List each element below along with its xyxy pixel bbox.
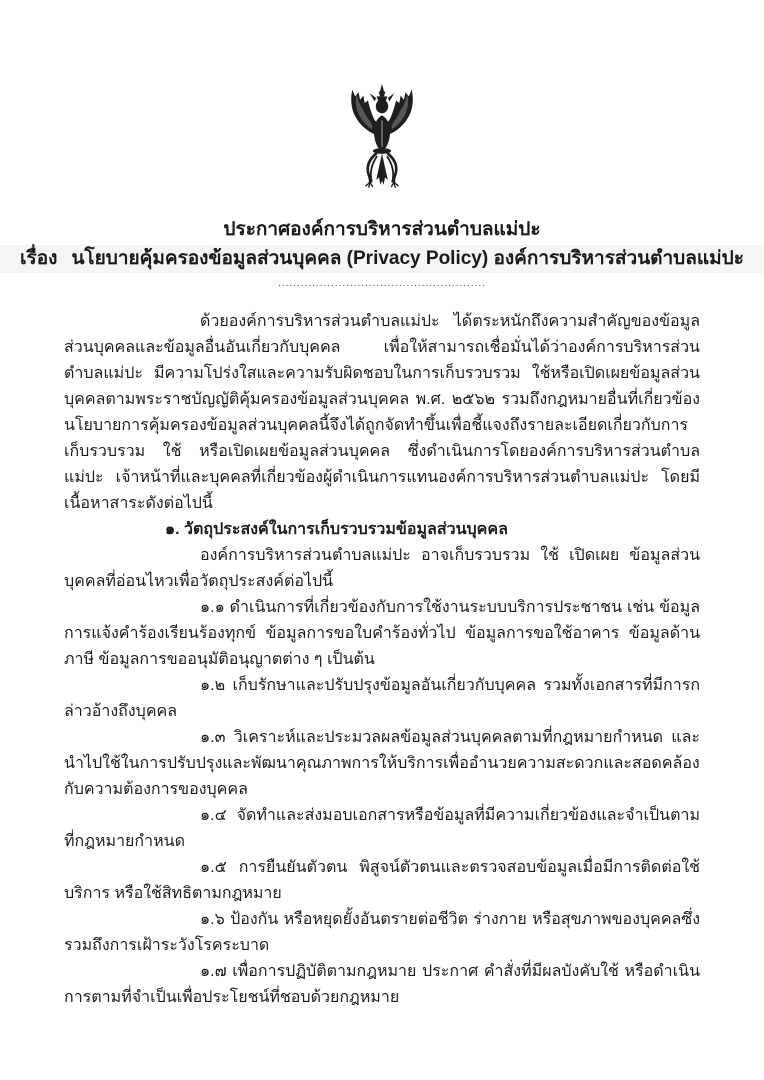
section-1-item-7: ๑.๗ เพื่อการปฏิบัติตามกฎหมาย ประกาศ คำสั่งที่มีผลบังคับใช้ หรือดำเนินการตามที่จำเป็นเพื่อประโยชน์ที่ชอบด้วยกฎหมาย	[64, 963, 700, 1006]
section-1-heading: ๑. วัตถุประสงค์ในการเก็บรวบรวมข้อมูลส่วนบุคคล	[165, 521, 508, 538]
garuda-emblem-icon	[324, 84, 440, 208]
section-1-item-6: ๑.๖ ป้องกัน หรือหยุดยั้งอันตรายต่อชีวิต ร่างกาย หรือสุขภาพของบุคคลซึ่งรวมถึงการเฝ้าระวังโรคระบาด	[64, 911, 700, 954]
section-1-item-3: ๑.๓ วิเคราะห์และประมวลผลข้อมูลส่วนบุคคลตามที่กฎหมายกำหนด และนำไปใช้ในการปรับปรุงและพัฒนาคุณภาพการให้บริการเพื่ออำนวยความสะดวกและสอดคล้องกับความต้องการของบุคคล	[64, 729, 700, 798]
subject-text: นโยบายคุ้มครองข้อมูลส่วนบุคคล (Privacy Policy) องค์การบริหารส่วนตำบลแม่ปะ	[71, 248, 744, 269]
document-body	[64, 309, 700, 1011]
subject-label: เรื่อง	[20, 248, 58, 269]
section-1-lead: องค์การบริหารส่วนตำบลแม่ปะ อาจเก็บรวบรวม ใช้ เปิดเผย ข้อมูลส่วนบุคคลที่อ่อนไหวเพื่อวัตถุประสงค์ต่อไปนี้	[64, 547, 700, 590]
dotted-divider: .......................................................	[278, 278, 486, 289]
section-1-item-2: ๑.๒ เก็บรักษาและปรับปรุงข้อมูลอันเกี่ยวกับบุคคล รวมทั้งเอกสารที่มีการกล่าวอ้างถึงบุคคล	[64, 677, 700, 720]
emblem-container	[0, 0, 764, 208]
section-1-item-5: ๑.๕ การยืนยันตัวตน พิสูจน์ตัวตนและตรวจสอบข้อมูลเมื่อมีการติดต่อใช้บริการ หรือใช้สิทธิตามกฎหมาย	[64, 859, 700, 902]
section-1-item-4: ๑.๔ จัดทำและส่งมอบเอกสารหรือข้อมูลที่มีความเกี่ยวข้องและจำเป็นตามที่กฎหมายกำหนด	[64, 807, 700, 850]
intro-paragraph: ด้วยองค์การบริหารส่วนตำบลแม่ปะ ได้ตระหนักถึงความสำคัญของข้อมูลส่วนบุคคลและข้อมูลอื่นอันเกี่ยวกับบุคคล เพื่อให้สามารถเชื่อมั่นได้ว่าองค์การบริหารส่วนตำบลแม่ปะ มีความโปร่งใสและความรับผิดชอบในการเก็บรวบรวม ใช้หรือเปิดเผยข้อมูลส่วนบุคคลตามพระราชบัญญัติคุ้มครองข้อมูลส่วนบุคคล พ.ศ. ๒๕๖๒ รวมถึงกฎหมายอื่นที่เกี่ยวข้อง นโยบายการคุ้มครองข้อมูลส่วนบุคคลนี้จึงได้ถูกจัดทำขึ้นเพื่อชี้แจงถึงรายละเอียดเกี่ยวกับการเก็บรวบรวม ใช้ หรือเปิดเผยข้อมูลส่วนบุคคล ซึ่งดำเนินการโดยองค์การบริหารส่วนตำบลแม่ปะ เจ้าหน้าที่และบุคคลที่เกี่ยวข้องผู้ดำเนินการแทนองค์การบริหารส่วนตำบลแม่ปะ โดยมีเนื้อหาสาระดังต่อไปนี้	[64, 313, 700, 512]
document-title: ประกาศองค์การบริหารส่วนตำบลแม่ปะ	[223, 219, 541, 240]
document-subject-band	[0, 245, 764, 273]
section-1-item-1: ๑.๑ ดำเนินการที่เกี่ยวข้องกับการใช้งานระบบบริการประชาชน เช่น ข้อมูลการแจ้งคำร้องเรียนร้องทุกข์ ข้อมูลการขอใบคำร้องทั่วไป ข้อมูลการขอใช้อาคาร ข้อมูลด้านภาษี ข้อมูลการขออนุมัติอนุญาตต่าง ๆ เป็นต้น	[64, 599, 700, 668]
